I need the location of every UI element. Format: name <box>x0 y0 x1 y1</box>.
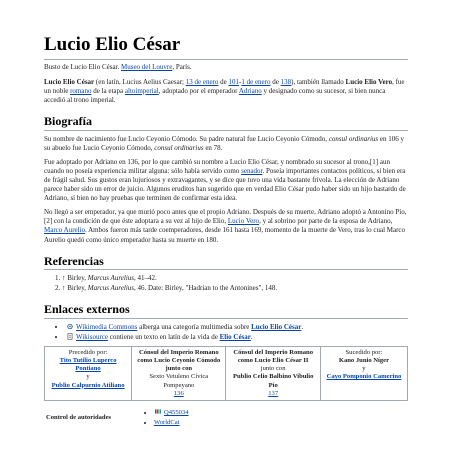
intro-text: y designado como su sucesor, si bien nunca accedió al trono imperial. <box>44 86 386 105</box>
reference-text: , 41–42. <box>134 273 157 282</box>
intro-text: (en latín, Lucius Aelius Caesar; <box>94 77 186 86</box>
commons-icon <box>66 323 74 330</box>
link-text: . <box>301 322 304 331</box>
link-text: . <box>250 332 253 341</box>
reference-text: ↑ Birley, <box>62 273 88 282</box>
commons-link[interactable]: Wikimedia Commons <box>76 322 138 331</box>
intro-name: Lucio Elio César <box>44 77 95 86</box>
paragraph-text: Su nombre de nacimiento fue Lucio Ceyonio Cómodo. Su padre natural fue Lucio Ceyonio Cómodo, <box>44 134 329 143</box>
office-cell-1 <box>132 346 226 400</box>
external-link-item <box>66 333 408 342</box>
wikidata-link[interactable]: Q455034 <box>164 409 189 417</box>
succession-box <box>44 346 408 401</box>
senador-link[interactable]: senador <box>241 166 263 175</box>
section-heading-enlaces: Enlaces externos <box>44 302 408 318</box>
reference-item <box>62 284 408 293</box>
wikisource-link[interactable]: Wikisource <box>76 332 108 341</box>
reference-title: Marcus Aurelius <box>87 284 135 293</box>
paragraph-text: . Poseía importantes contactos políticos, si bien era de frágil salud. Sus gustos eran lujuriosos y extravagantes, y se dice que tuvo una vida bastante frívola. La elección de Adriano parece haber sido un error de juicio. Algunos eruditos han sugerido que en verdad Elio César pudo haber sido un hijo bastardo de Adriano, si bien no hay pruebas que terminen de confirmar esta idea. <box>44 166 406 203</box>
office-cell-2 <box>226 346 320 400</box>
external-link-item <box>66 323 408 332</box>
paragraph-text: en 106 y su abuelo fue Lucio Ceyonio Cómodo, <box>44 134 404 152</box>
intro-text: , fue un noble <box>44 77 405 95</box>
intro-text: - <box>239 77 242 86</box>
worldcat-link[interactable]: WorldCat <box>154 418 180 426</box>
paragraph-text: , y al sobrino por parte de la esposa de Adriano, <box>259 217 393 226</box>
biografia-paragraph-3 <box>44 208 408 244</box>
office-colleague: Sexto Vetuleno Cívica Pompeyano <box>149 373 209 389</box>
intro-name-alt: Lucio Elio Vero <box>345 77 393 86</box>
section-heading-referencias: Referencias <box>44 254 408 270</box>
references-list <box>44 274 408 293</box>
date-link[interactable]: 13 de enero <box>185 77 219 86</box>
reference-item <box>62 274 408 283</box>
office-with: junto con <box>260 365 286 373</box>
authority-item <box>154 408 406 418</box>
biografia-paragraph-1 <box>44 135 408 153</box>
predecessor-link-2[interactable]: Publio Calpurnio Atiliano <box>51 381 125 389</box>
reference-text: ↑ Birley, <box>62 284 88 293</box>
paragraph-text: . Ambos fueron más tarde coemperadores, desde 161 hasta 169, momento de la muerte de Vero, tras lo cual Marco Aurelio quedó como único emperador hasta su muerte en 180. <box>44 226 406 244</box>
predecessor-cell <box>45 346 132 400</box>
link-text: alberga una categoría multimedia sobre <box>137 322 252 331</box>
wikidata-icon <box>154 408 162 415</box>
authority-list <box>140 408 406 427</box>
section-heading-biografia: Biografía <box>44 114 408 130</box>
link-text: contiene un texto en latín de la vida de <box>108 332 220 341</box>
page-title: Lucio Elio César <box>44 34 408 60</box>
intro-text: , adoptado por el emperador <box>158 86 239 95</box>
adriano-link[interactable]: Adriano <box>238 86 262 95</box>
paragraph-italic: consul ordinarius <box>328 134 379 143</box>
intro-text: de <box>270 77 281 86</box>
office-year-link[interactable]: 136 <box>173 389 184 397</box>
wikisource-icon <box>66 333 74 340</box>
office-year-link[interactable]: 137 <box>268 389 279 397</box>
reference-text: , 46. Date: Birley, "Hadrian to the Antonines", 148. <box>134 284 278 293</box>
successor-label: Sucedido por: <box>345 348 383 356</box>
paragraph-text: Fue adoptado por Adriano en 136, por lo que cambió su nombre a Lucio Elio César, y nombrado su sucesor al trono,[1] aun cuando no poseía experiencia militar alguna: sólo había servido como <box>44 157 390 175</box>
date-link[interactable]: 1 de enero <box>241 77 271 86</box>
reference-title: Marcus Aurelius <box>87 273 135 282</box>
biografia-paragraph-2 <box>44 158 408 203</box>
authority-control <box>44 407 408 429</box>
office-title: Cónsul del Imperio Romano como Lucio Ceyonio Cómodo junto con <box>137 348 221 373</box>
romano-link[interactable]: romano <box>70 86 92 95</box>
caption-text: Busto de Lucio Elio César. <box>44 62 121 71</box>
commons-category-link[interactable]: Lucio Elio César <box>251 322 302 331</box>
paragraph-italic: consul ordinarius <box>154 143 204 152</box>
louvre-link[interactable]: Museo del Louvre <box>121 62 173 71</box>
office-colleague: Publio Celio Balbino Vibulio Pío <box>232 373 314 389</box>
authority-list-cell <box>138 407 408 429</box>
authority-item <box>154 419 406 428</box>
year-link[interactable]: 101 <box>228 77 239 86</box>
altoimperial-link[interactable]: altoimperial <box>124 86 159 95</box>
image-caption <box>44 63 408 72</box>
conjunction: y <box>362 365 366 373</box>
caption-suffix: , París. <box>172 62 192 71</box>
wikisource-page-link[interactable]: Elio César <box>219 332 251 341</box>
predecessor-link-1[interactable]: Tito Tutilio Luperco Pontiano <box>59 356 117 373</box>
lucio-vero-link[interactable]: Lucio Vero <box>227 217 260 226</box>
paragraph-text: No llegó a ser emperador, ya que murió poco antes que el propio Adriano. Después de su muerte, Adriano adoptó a Antonino Pío,[2] con la condición de que éste adoptara a su vez al hijo de Elio, <box>44 208 407 226</box>
authority-label: Control de autoridades <box>46 413 112 421</box>
intro-paragraph <box>44 78 408 105</box>
successor-cell <box>320 346 407 400</box>
paragraph-text: en 78. <box>203 143 223 152</box>
intro-text: de la etapa <box>91 86 125 95</box>
marco-aurelio-link[interactable]: Marco Aurelio <box>44 226 86 235</box>
conjunction: y <box>86 373 90 381</box>
office-title: Cónsul del Imperio Romano como Lucio Elio César II <box>233 348 314 364</box>
successor-link-2[interactable]: Cayo Pomponio Camerino <box>326 373 402 381</box>
intro-text: ), también llamado <box>291 77 346 86</box>
successor-name-1: Kano Junio Níger <box>338 356 390 364</box>
year-link[interactable]: 138 <box>280 77 292 86</box>
external-links-list <box>44 323 408 342</box>
predecessor-label: Precedido por: <box>68 348 108 356</box>
intro-text: de <box>218 77 229 86</box>
